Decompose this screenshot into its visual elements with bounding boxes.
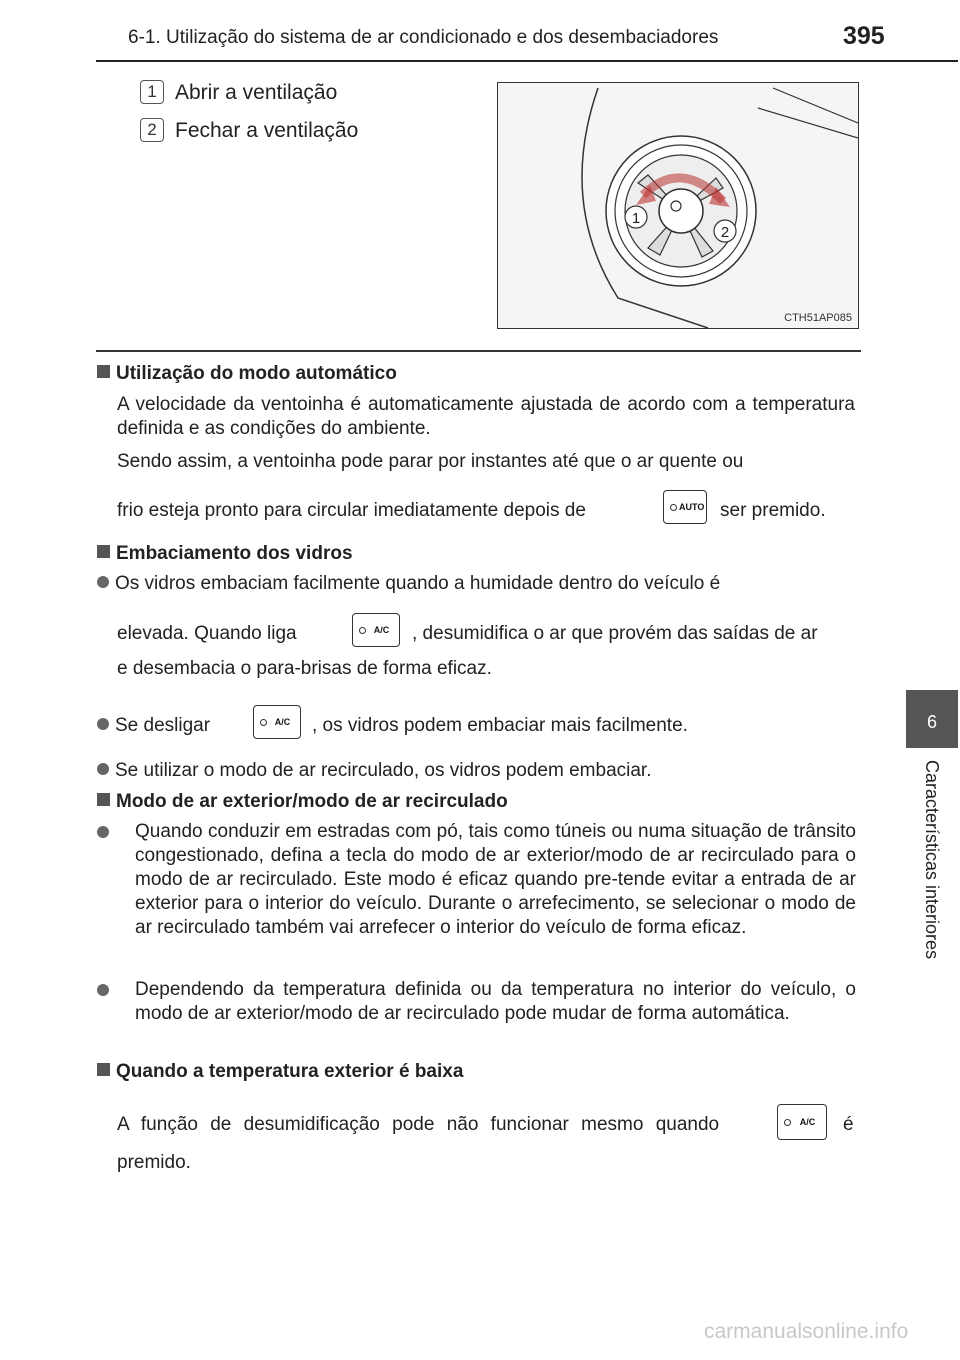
svg-text:1: 1 [631, 210, 641, 227]
watermark: carmanualsonline.info [704, 1320, 909, 1343]
figure-code: CTH51AP085 [784, 312, 852, 324]
vent-drawing [498, 83, 858, 328]
auto-mode-p2-line1: Sendo assim, a ventoinha pode parar por instantes até que o ar quente ou [117, 451, 744, 472]
header-title: 6-1. Utilização do sistema de ar condicionado e dos desembaciadores [128, 27, 719, 48]
ac-button-icon: A/C [777, 1104, 827, 1140]
vent-illustration [497, 82, 859, 329]
chapter-number: 6 [926, 712, 937, 732]
ac-button-icon: A/C [352, 613, 400, 647]
auto-mode-p1: A velocidade da ventoinha é automaticamente ajustada de acordo com a temperatura definida e as condições do ambiente. [117, 394, 855, 439]
heading-fogging: Embaciamento dos vidros [97, 543, 353, 565]
step-2-number: 2 [140, 118, 164, 142]
svg-text:2: 2 [720, 224, 730, 241]
heading-low-temp: Quando a temperatura exterior é baixa [97, 1061, 463, 1083]
section-divider [96, 350, 861, 352]
circle-bullet-icon [97, 826, 109, 838]
chapter-label: Características interiores [922, 760, 942, 960]
square-bullet-icon [97, 1063, 110, 1076]
circle-bullet-icon [97, 763, 109, 775]
circle-bullet-icon [97, 984, 109, 996]
fogging-b2-pre: Se desligar [97, 715, 210, 737]
low-temp-line1-pre: A função de desumidificação pode não funcionar mesmo quando [117, 1114, 720, 1135]
heading-air-mode: Modo de ar exterior/modo de ar recirculado [97, 791, 508, 813]
low-temp-line1-post: é [843, 1114, 854, 1135]
step-1-number: 1 [140, 80, 164, 104]
square-bullet-icon [97, 793, 110, 806]
fogging-b3: Se utilizar o modo de ar recirculado, os vidros podem embaciar. [97, 760, 651, 782]
circle-bullet-icon [97, 576, 109, 588]
fogging-b1-line3: e desembacia o para-brisas de forma eficaz. [117, 658, 492, 679]
low-temp-line2: premido. [117, 1152, 191, 1173]
square-bullet-icon [97, 365, 110, 378]
auto-button-icon: AUTO [663, 490, 707, 524]
fogging-b1-line2-post: , desumidifica o ar que provém das saídas de ar [412, 623, 818, 644]
header-divider [96, 60, 958, 62]
page-number: 395 [843, 22, 885, 50]
heading-auto-mode: Utilização do modo automático [97, 363, 397, 385]
step-1-text: Abrir a ventilação [175, 81, 338, 104]
ac-button-icon: A/C [253, 705, 301, 739]
step-2 [140, 118, 358, 143]
fogging-b2-post: , os vidros podem embaciar mais facilmente. [312, 715, 688, 736]
square-bullet-icon [97, 545, 110, 558]
fogging-b1-line2-pre: elevada. Quando liga [117, 623, 297, 644]
auto-mode-p2-line2-post: ser premido. [720, 500, 826, 521]
step-1 [140, 80, 337, 105]
air-mode-b1: Quando conduzir em estradas com pó, tais como túneis ou numa situação de trânsito congestionado, defina a tecla do modo de ar exterior/modo de ar recirculado para o modo de ar recirculado. Este modo é eficaz quando pre-tende evitar a entrada de ar exterior para o interior do veículo. Durante o arrefecimento, se selecionar o modo de ar recirculado também vai arrefecer o interior do veículo de forma eficaz. [135, 821, 856, 938]
auto-mode-p2-line2-pre: frio esteja pronto para circular imediatamente depois de [117, 500, 586, 521]
step-2-text: Fechar a ventilação [175, 119, 359, 142]
fogging-b1-line1: Os vidros embaciam facilmente quando a humidade dentro do veículo é [97, 573, 720, 595]
air-mode-b2: Dependendo da temperatura definida ou da temperatura no interior do veículo, o modo de ar exterior/modo de ar recirculado pode mudar de forma automática. [135, 979, 856, 1024]
circle-bullet-icon [97, 718, 109, 730]
